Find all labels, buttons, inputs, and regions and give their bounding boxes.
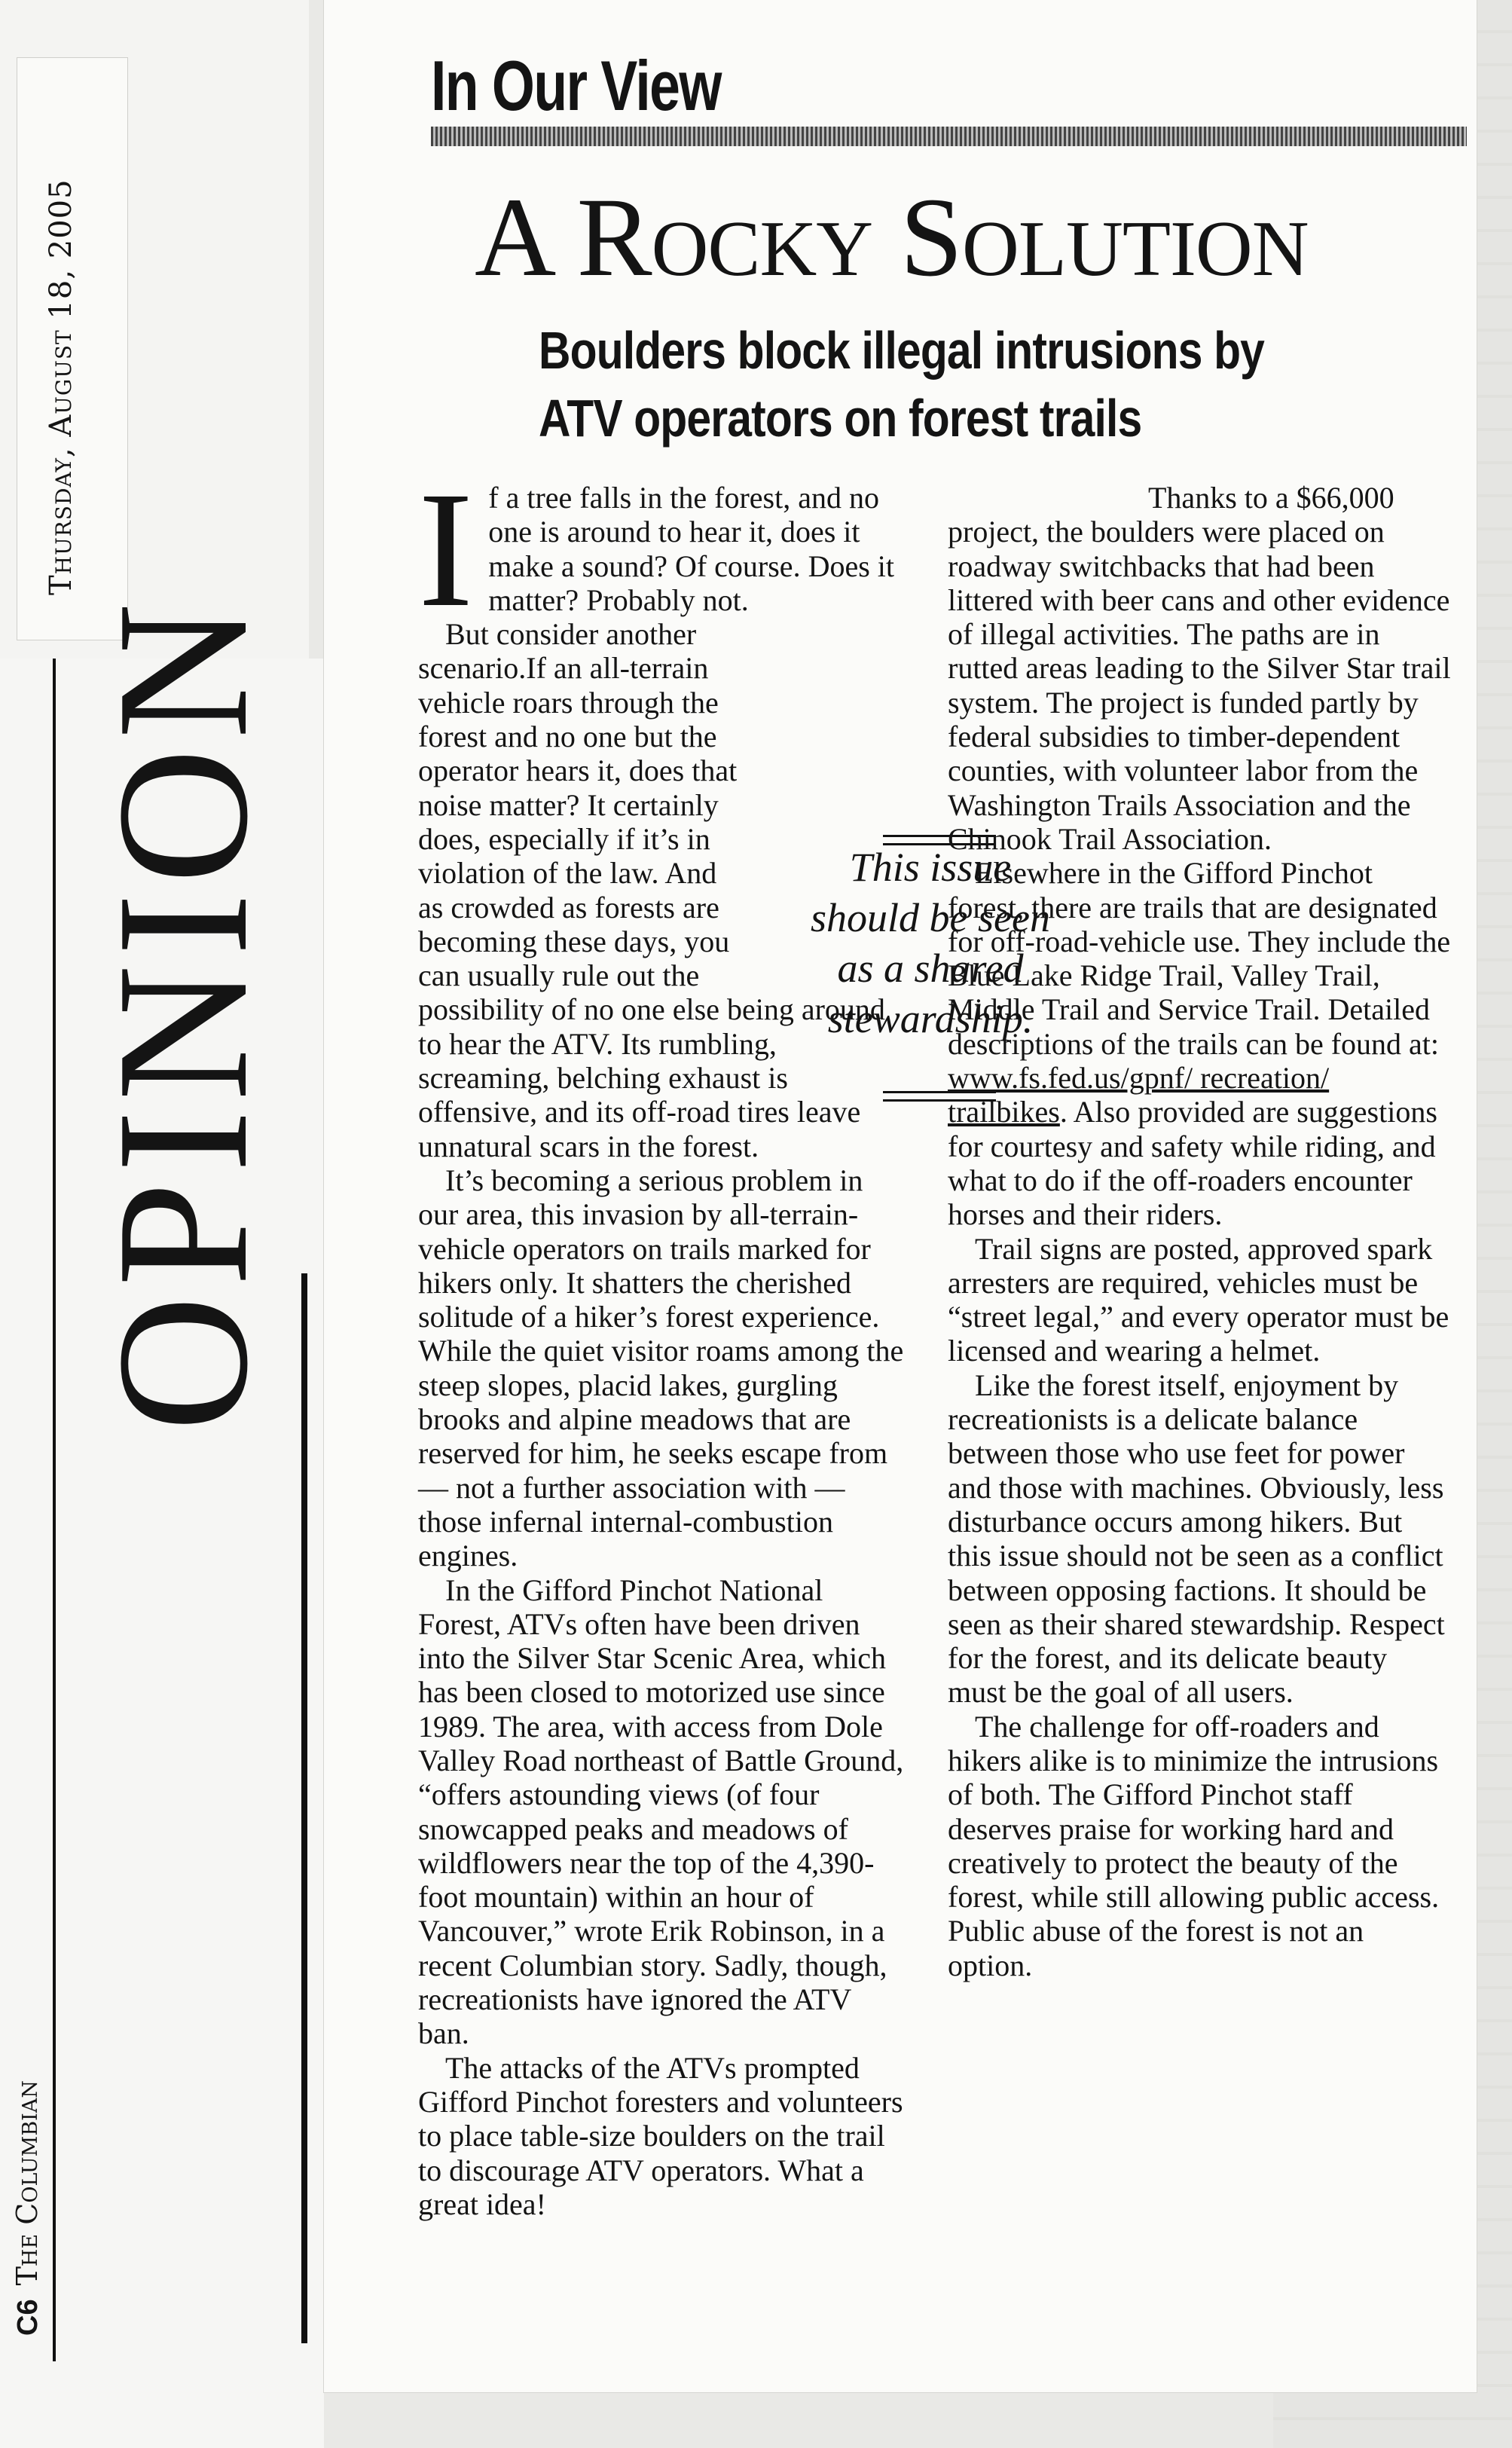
pull-quote: This issue should be seen as a shared stewardship. [811, 845, 1050, 1041]
page-folio [11, 2080, 44, 2336]
trail-link[interactable]: www.fs.fed.us/gpnf/ recreation/ trailbikes [948, 1061, 1330, 1129]
paragraph: The challenge for off-roaders and hikers alike is to minimize the intrusions of both. The Gifford Pinchot staff deserves praise for working hard and creatively to protect the beauty of the forest, while still allowing public access. Public abuse of the forest is not an option. [948, 1709, 1440, 1982]
page-number: C6 [12, 2299, 44, 2336]
paragraph: The attacks of the ATVs prompted Gifford Pinchot foresters and volunteers to place table-size boulders on the trail to discourage ATV operators. What a great idea! [418, 2050, 903, 2221]
deck-subheadline: Boulders block illegal intrusions by ATV operators on forest trails [539, 321, 1265, 448]
drop-cap: I [418, 457, 474, 641]
rubric: In Our View [431, 46, 721, 125]
paragraph: If a tree falls in the forest, and no one is around to hear it, does it make a sound? Of course. Does it matter? Probably not. [418, 457, 894, 641]
rubric-bar [431, 127, 1467, 146]
paragraph: Like the forest itself, enjoyment by recreationists is a delicate balance between those who use feet for power and those with machines. Obviously, less disturbance occurs among hikers. But this issue should not be seen as a conflict between opposing factions. It should be seen as their shared stewardship. Respect for the forest, and its delicate beauty must be the goal of all users. [948, 1368, 1445, 1710]
paragraph: Thanks to a $66,000 project, the boulders were placed on roadway switchbacks that had been littered with beer cans and other evidence of illegal activities. The paths are in rutted areas leading to the Silver Star trail system. The project is funded partly by federal subsidies to timber-dependent counties, with volunteer labor from the Washington Trails Association and the Chinook Trail Association. [948, 481, 1451, 856]
section-rule [53, 659, 56, 2361]
paragraph: It’s becoming a serious problem in our area, this invasion by all-terrain-vehicle operators on trails marked for hikers only. It shatters the cherished solitude of a hiker’s forest experience. While the quiet visitor roams among the steep slopes, placid lakes, gurgling brooks and alpine meadows that are reserved for him, he seeks escape from — not a further association with — those infernal internal-combustion engines. [418, 1163, 904, 1573]
section-label: OPINION [78, 594, 287, 1432]
paragraph: Trail signs are posted, approved spark arresters are required, vehicles must be “street legal,” and every operator must be licensed and wearing a helmet. [948, 1231, 1449, 1368]
paper-name: The Columbian [11, 2080, 44, 2286]
paragraph: Elsewhere in the Gifford Pinchot forest, there are trails that are designated for off-road-vehicle use. They include the Blue Lake Ridge Trail, Valley Trail, Middle Trail and Service Trail. Detailed descriptions of the trails can be found at: www.fs.fed.us/gpnf/ recreation/ trailbikes. Also provided are suggestions for courtesy and safety while riding, and what to do if the off-roaders encounter horses and their riders. [948, 856, 1451, 1232]
paragraph: But consider another scenario.If an all-terrain vehicle roars through the forest and no one but the operator hears it, does that noise matter? It certainly does, especially if it’s in violation of the law. And as crowded as forests are becoming these days, you can usually rule out the possibility of no one else being around to hear the ATV. Its rumbling, screaming, belching exhaust is offensive, and its off-road tires leave unnatural scars in the forest. [418, 617, 885, 1163]
headline: A Rocky Solution [475, 175, 1309, 300]
article-column-2 [948, 481, 1452, 1982]
publication-date: Thursday, August 18, 2005 [44, 179, 78, 595]
article-column-1 [418, 457, 908, 2221]
column-rule [301, 1273, 307, 2343]
paragraph: In the Gifford Pinchot National Forest, ATVs often have been driven into the Silver Star Scenic Area, which has been closed to motorized use since 1989. The area, with access from Dole Valley Road northeast of Battle Ground, “offers astounding views (of four snowcapped peaks and meadows of wildflowers near the top of the 4,390-foot mountain) within an hour of Vancouver,” wrote Erik Robinson, in a recent Columbian story. Sadly, though, recreationists have ignored the ATV ban. [418, 1572, 904, 2051]
